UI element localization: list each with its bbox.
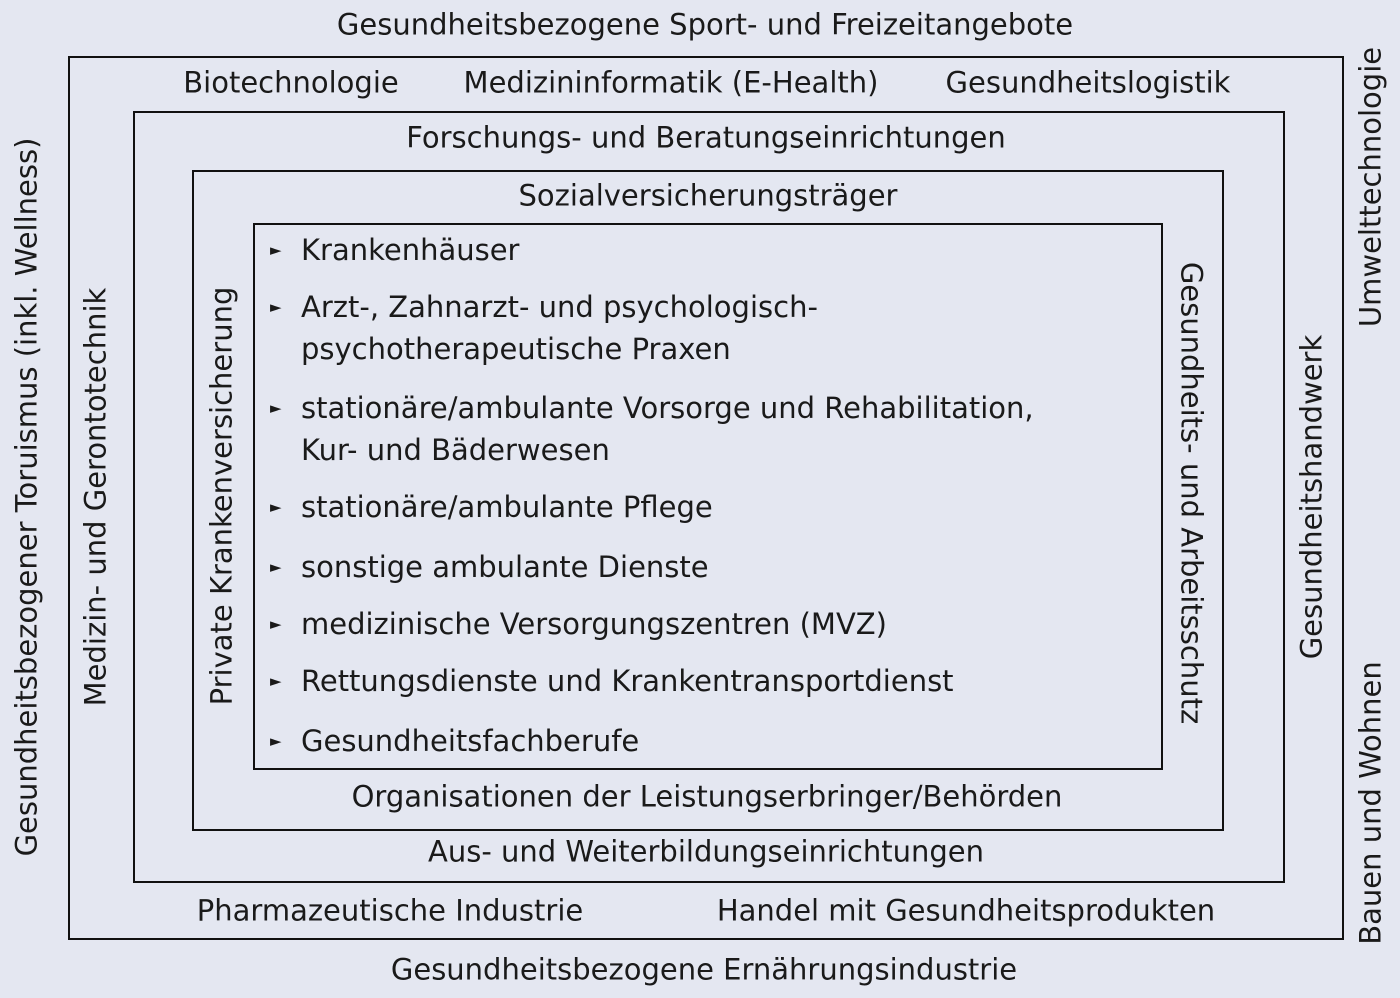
core-item-8	[270, 720, 639, 762]
ring1-bottom-label-1: Pharmazeutische Industrie	[196, 893, 584, 928]
ring1-bottom-label-2: Handel mit Gesundheitsprodukten	[716, 893, 1216, 928]
core-item-text: stationäre/ambulante Pflege	[301, 490, 713, 524]
outer-right-bottom-label: Bauen und Wohnen	[1353, 661, 1388, 945]
outer-right-top-label: Umwelttechnologie	[1353, 46, 1388, 328]
core-item-4	[270, 486, 713, 528]
ring1-left-label: Medizin- und Gerontotechnik	[78, 287, 113, 707]
core-item-1	[270, 229, 519, 271]
ring1-top-label-3: Gesundheitslogistik	[945, 65, 1231, 100]
ring2-bottom-label: Aus- und Weiterbildungseinrichtungen	[428, 834, 984, 869]
ring1-top-label-2: Medizininformatik (E-Health)	[463, 65, 879, 100]
bullet-arrow-icon: ►	[270, 298, 282, 316]
ring1-top-label-1: Biotechnologie	[183, 65, 399, 100]
ring2-top-label: Forschungs- und Beratungseinrichtungen	[406, 120, 1006, 155]
core-item-text: Krankenhäuser	[301, 233, 520, 267]
bullet-arrow-icon: ►	[270, 241, 282, 259]
core-item-text: sonstige ambulante Dienste	[301, 550, 709, 584]
core-item-2	[270, 286, 818, 370]
bullet-arrow-icon: ►	[270, 672, 282, 690]
core-item-text: stationäre/ambulante Vorsorge und Rehabilitation, Kur- und Bäderwesen	[301, 391, 1034, 467]
bullet-arrow-icon: ►	[270, 732, 282, 750]
core-item-3	[270, 387, 1034, 471]
ring3-right-label: Gesundheits- und Arbeitsschutz	[1174, 261, 1209, 725]
bullet-arrow-icon: ►	[270, 615, 282, 633]
bullet-arrow-icon: ►	[270, 558, 282, 576]
bullet-arrow-icon: ►	[270, 399, 282, 417]
ring3-left-label: Private Krankenversicherung	[204, 286, 239, 706]
ring3-top-label: Sozialversicherungsträger	[518, 178, 898, 213]
bullet-arrow-icon: ►	[270, 498, 282, 516]
core-item-6	[270, 603, 887, 645]
outer-top-label: Gesundheitsbezogene Sport- und Freizeitangebote	[336, 7, 1074, 42]
core-item-7	[270, 660, 954, 702]
outer-left-label: Gesundheitsbezogener Toruismus (inkl. Wellness)	[9, 137, 44, 857]
core-item-text: Arzt-, Zahnarzt- und psychologisch- psychotherapeutische Praxen	[301, 290, 818, 366]
ring1-right-label: Gesundheitshandwerk	[1294, 334, 1329, 660]
core-item-text: medizinische Versorgungszentren (MVZ)	[301, 607, 887, 641]
core-item-text: Rettungsdienste und Krankentransportdienst	[301, 664, 954, 698]
core-item-5	[270, 546, 709, 588]
ring3-bottom-label: Organisationen der Leistungserbringer/Behörden	[351, 779, 1063, 814]
outer-bottom-label: Gesundheitsbezogene Ernährungsindustrie	[390, 952, 1018, 987]
core-item-text: Gesundheitsfachberufe	[301, 724, 640, 758]
